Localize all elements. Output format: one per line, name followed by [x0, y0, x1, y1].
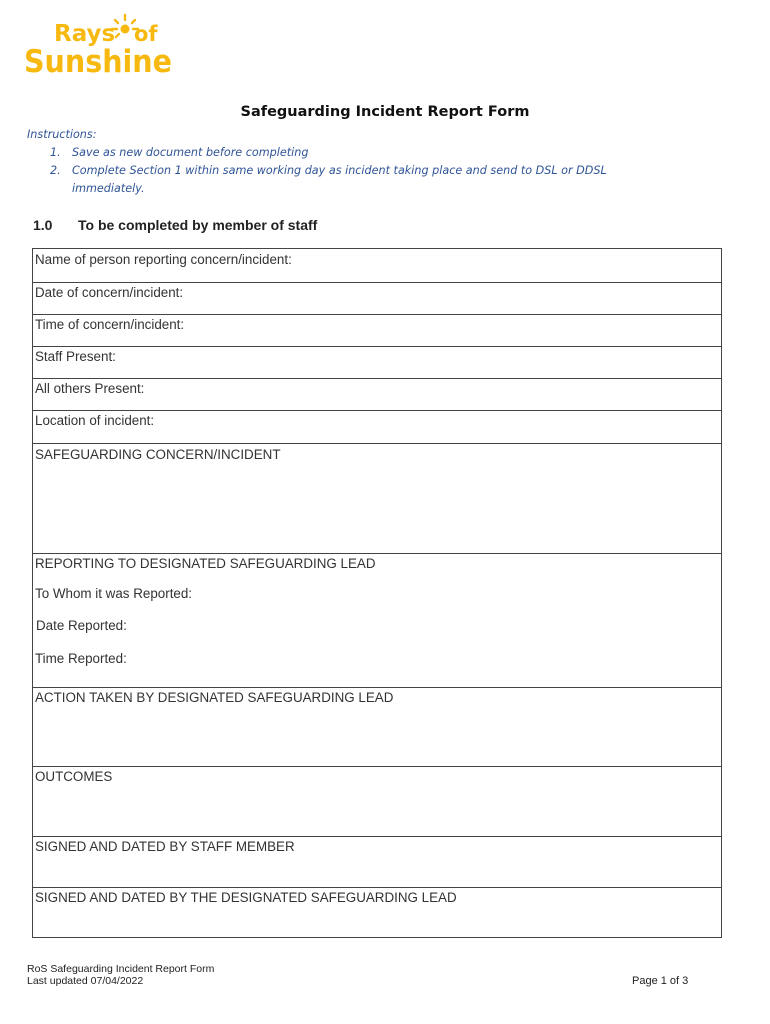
- section-heading: [33, 217, 317, 233]
- instruction-number: 2.: [50, 164, 61, 177]
- logo-rays-text: Rays: [54, 21, 116, 47]
- date-reported-label: Date Reported:: [36, 618, 127, 633]
- field-row-time[interactable]: [33, 315, 721, 347]
- outcomes-box[interactable]: [33, 767, 721, 837]
- signed-staff-label: SIGNED AND DATED BY STAFF MEMBER: [35, 839, 295, 854]
- action-box[interactable]: [33, 688, 721, 767]
- outcomes-label: OUTCOMES: [35, 769, 113, 784]
- field-row-others-present[interactable]: [33, 379, 721, 411]
- signed-staff-box[interactable]: [33, 837, 721, 888]
- to-whom-label: To Whom it was Reported:: [35, 586, 193, 601]
- footer: [27, 963, 214, 987]
- field-label: Time of concern/incident:: [35, 317, 185, 332]
- time-reported-label: Time Reported:: [35, 651, 127, 666]
- instruction-continuation: immediately.: [72, 182, 145, 195]
- reporting-heading: REPORTING TO DESIGNATED SAFEGUARDING LEAD: [35, 556, 376, 571]
- field-row-reporter-name[interactable]: [33, 249, 721, 283]
- instruction-text: Save as new document before completing: [72, 146, 309, 159]
- signed-dsl-box[interactable]: [33, 888, 721, 937]
- concern-label: SAFEGUARDING CONCERN/INCIDENT: [35, 447, 281, 462]
- footer-updated: Last updated 07/04/2022: [27, 975, 144, 987]
- section-number: 1.0: [33, 217, 53, 233]
- incident-form-table: [32, 248, 722, 938]
- instructions: [27, 126, 727, 198]
- field-label: Staff Present:: [35, 349, 116, 364]
- instruction-item: [27, 162, 727, 180]
- field-label: All others Present:: [35, 381, 145, 396]
- field-row-location[interactable]: [33, 411, 721, 444]
- rays-of-sunshine-logo: [24, 12, 184, 76]
- instruction-text: Complete Section 1 within same working day as incident taking place and send to DSL or DDSL: [72, 164, 607, 177]
- field-label: Location of incident:: [35, 413, 155, 428]
- instruction-item: [27, 144, 727, 162]
- section-title: To be completed by member of staff: [78, 217, 318, 233]
- form-title: Safeguarding Incident Report Form: [240, 104, 530, 120]
- logo-sunshine-text: Sunshine: [24, 44, 172, 76]
- reporting-box[interactable]: [33, 554, 721, 688]
- concern-box[interactable]: [33, 444, 721, 554]
- instruction-number: 1.: [50, 146, 61, 159]
- field-row-staff-present[interactable]: [33, 347, 721, 379]
- field-row-date[interactable]: [33, 283, 721, 315]
- sun-logo-icon: [24, 12, 184, 76]
- instructions-heading: Instructions:: [27, 128, 97, 141]
- field-label: Date of concern/incident:: [35, 285, 184, 300]
- logo-of-text: of: [134, 22, 158, 46]
- page-number: Page 1 of 3: [632, 975, 689, 987]
- footer-doc-name: RoS Safeguarding Incident Report Form: [27, 963, 215, 975]
- field-label: Name of person reporting concern/incident:: [35, 252, 292, 267]
- action-label: ACTION TAKEN BY DESIGNATED SAFEGUARDING LEAD: [35, 690, 394, 705]
- signed-dsl-label: SIGNED AND DATED BY THE DESIGNATED SAFEGUARDING LEAD: [35, 890, 457, 905]
